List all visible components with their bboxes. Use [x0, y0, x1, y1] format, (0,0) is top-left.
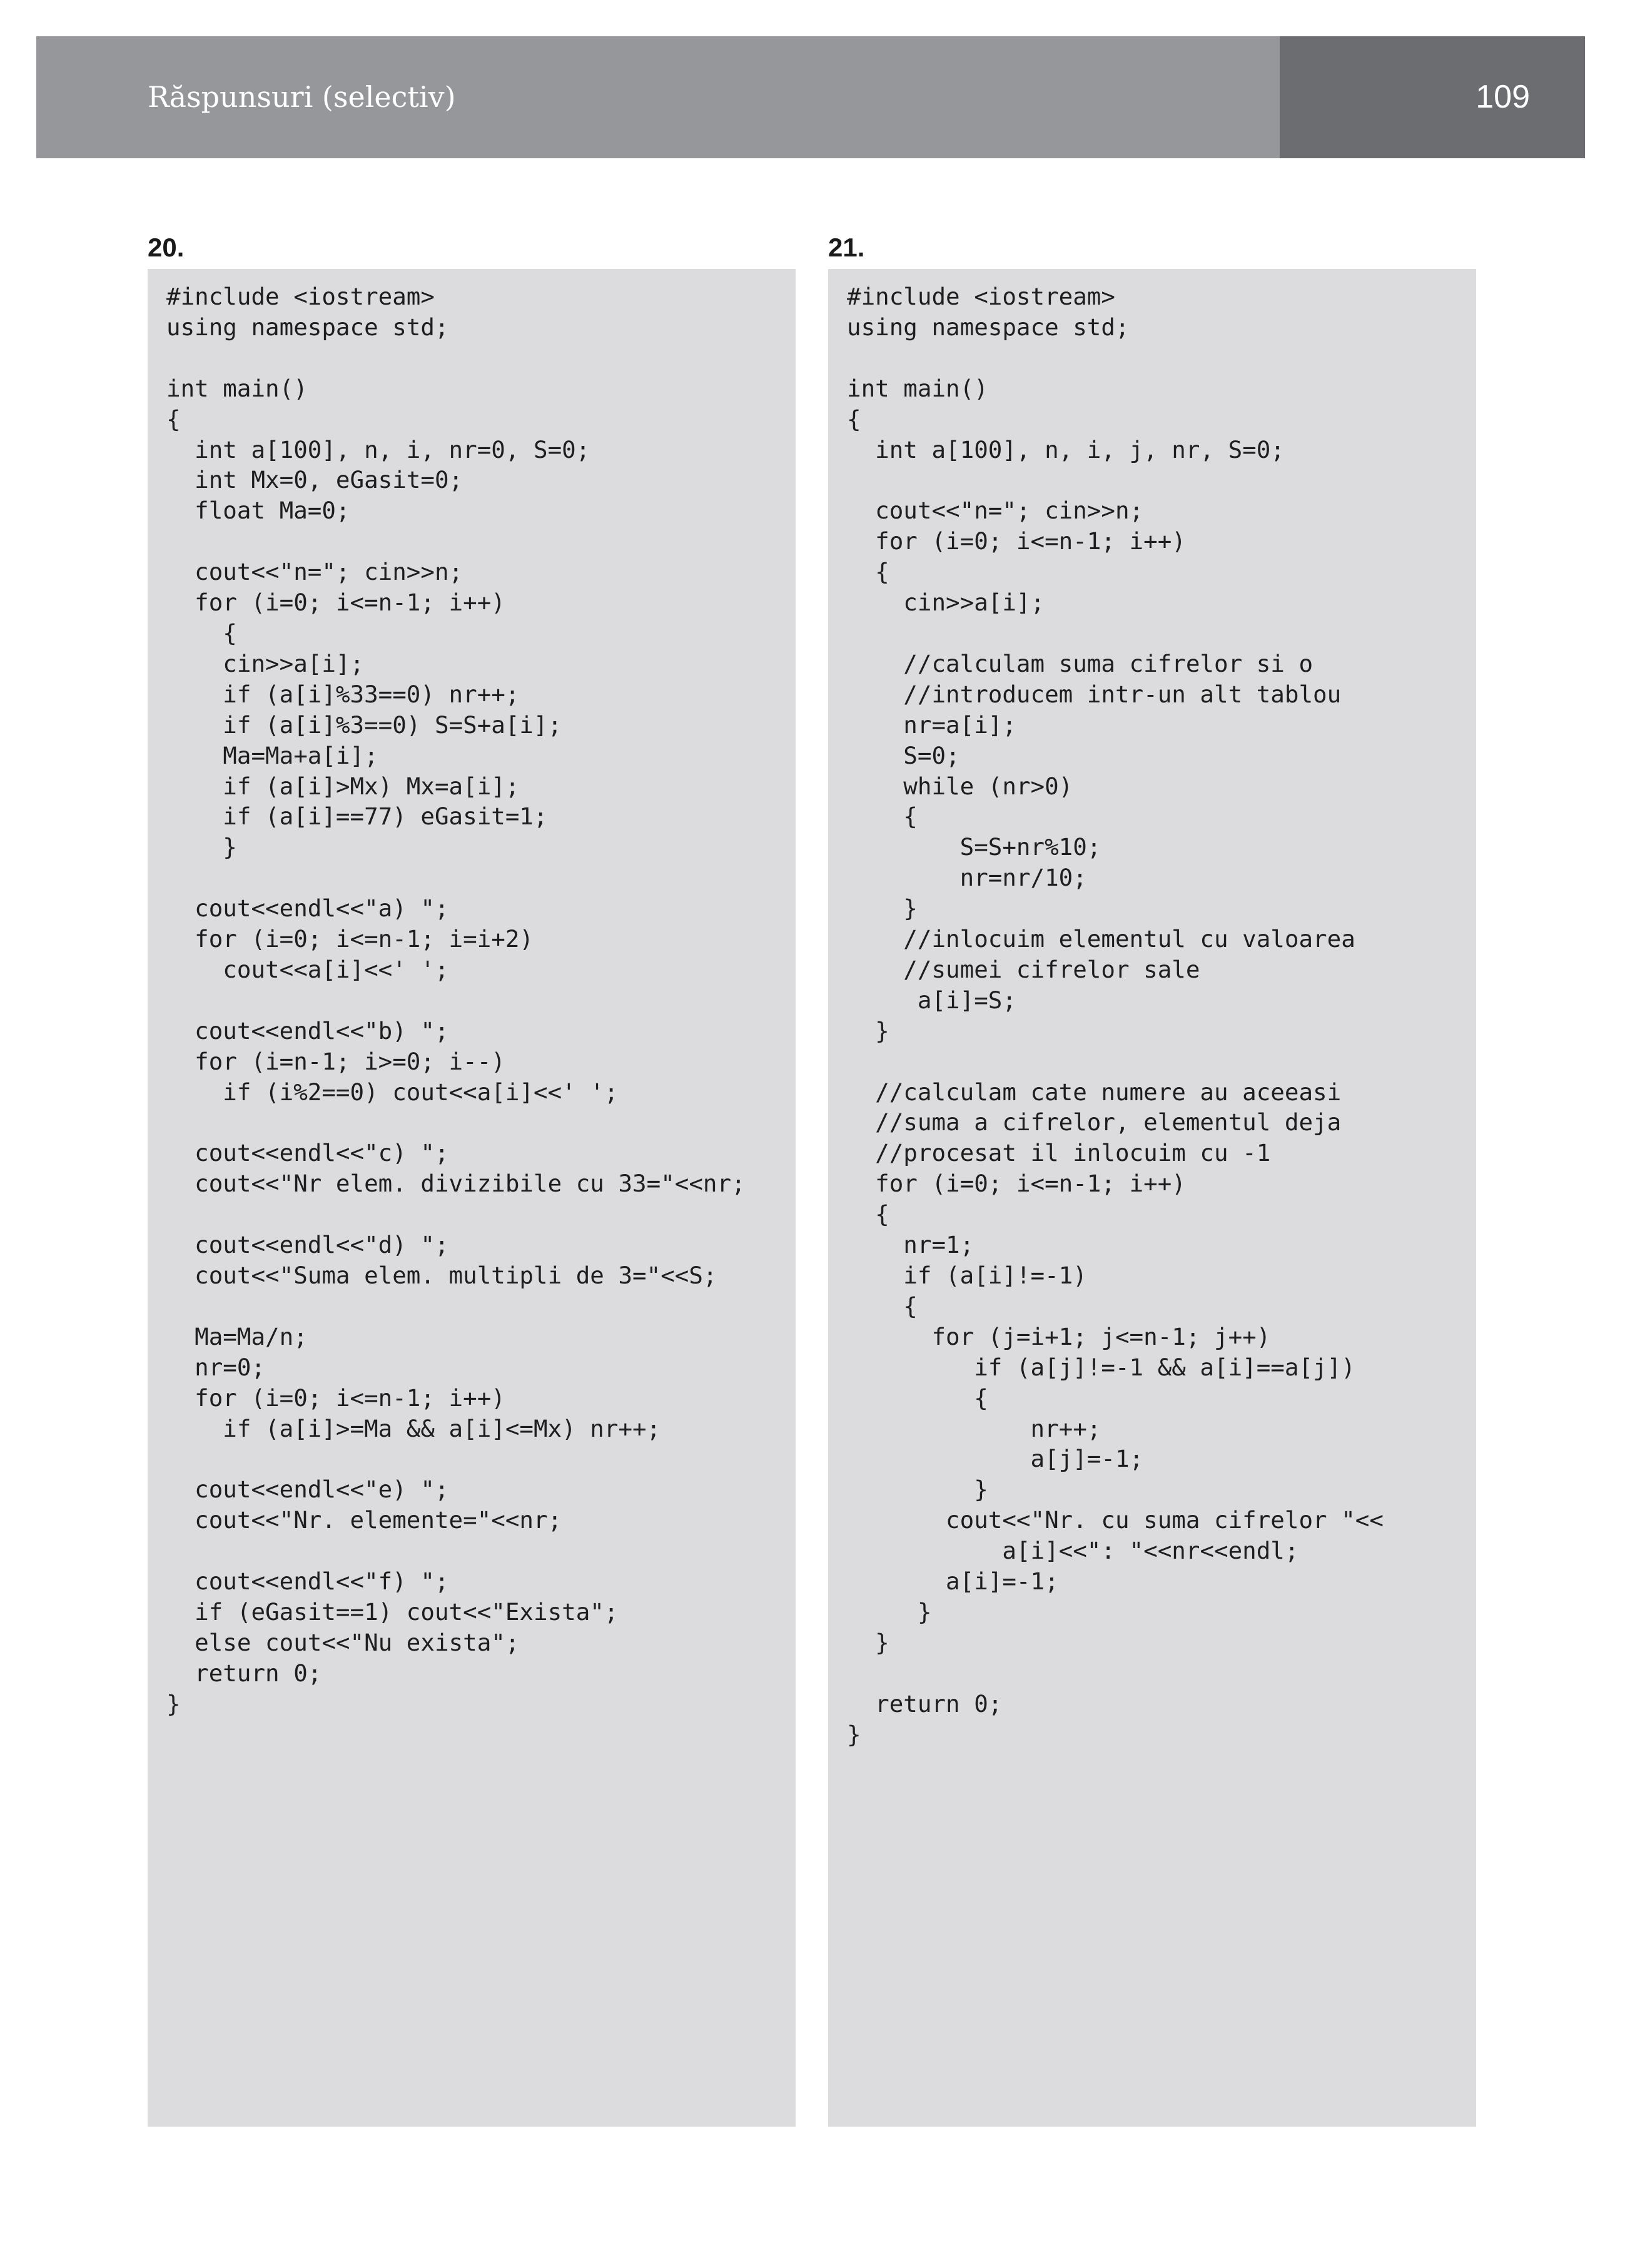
- exercise-21-code-panel: [828, 269, 1476, 2127]
- section-title: Răspunsuri (selectiv): [148, 80, 456, 114]
- exercise-21-label: 21.: [828, 233, 865, 262]
- exercise-20-code: #include <iostream> using namespace std; int main() { int a[100], n, i, nr=0, S=0; int Mx=0, eGasit=0; float Ma=0; cout<<"n="; cin>>n; for (i=0; i<=n-1; i++) { cin>>a[i]; if (a[i]%33==0) nr++; if (a[i]%3==0) S=S+a[i]; Ma=Ma+a[i]; if (a[i]>Mx) Mx=a[i]; if (a[i]==77) eGasit=1; } cout<<endl<<"a) "; for (i=0; i<=n-1; i=i+2) cout<<a[i]<<' '; cout<<endl<<"b) "; for (i=n-1; i>=0; i--) if (i%2==0) cout<<a[i]<<' '; cout<<endl<<"c) "; cout<<"Nr elem. divizibile cu 33="<<nr; cout<<endl<<"d) "; cout<<"Suma elem. multipli de 3="<<S; Ma=Ma/n; nr=0; for (i=0; i<=n-1; i++) if (a[i]>=Ma && a[i]<=Mx) nr++; cout<<endl<<"e) "; cout<<"Nr. elemente="<<nr; cout<<endl<<"f) "; if (eGasit==1) cout<<"Exista"; else cout<<"Nu exista"; return 0; }: [166, 283, 746, 1718]
- exercise-21-code: #include <iostream> using namespace std; int main() { int a[100], n, i, j, nr, S=0; cout<<"n="; cin>>n; for (i=0; i<=n-1; i++) { cin>>a[i]; //calculam suma cifrelor si o //introducem intr-un alt tablou nr=a[i]; S=0; while (nr>0) { S=S+nr%10; nr=nr/10; } //inlocuim elementul cu valoarea //sumei cifrelor sale a[i]=S; } //calculam cate numere au aceeasi //suma a cifrelor, elementul deja //procesat il inlocuim cu -1 for (i=0; i<=n-1; i++) { nr=1; if (a[i]!=-1) { for (j=i+1; j<=n-1; j++) if (a[j]!=-1 && a[i]==a[j]) { nr++; a[j]=-1; } cout<<"Nr. cu suma cifrelor "<< a[i]<<": "<<nr<<endl; a[i]=-1; } } return 0; }: [847, 283, 1384, 1748]
- exercise-20-label: 20.: [148, 233, 185, 262]
- exercise-20-code-panel: [148, 269, 796, 2127]
- page-number-box: [1280, 36, 1585, 158]
- page-number: 109: [1476, 79, 1530, 115]
- page-header: [36, 36, 1585, 158]
